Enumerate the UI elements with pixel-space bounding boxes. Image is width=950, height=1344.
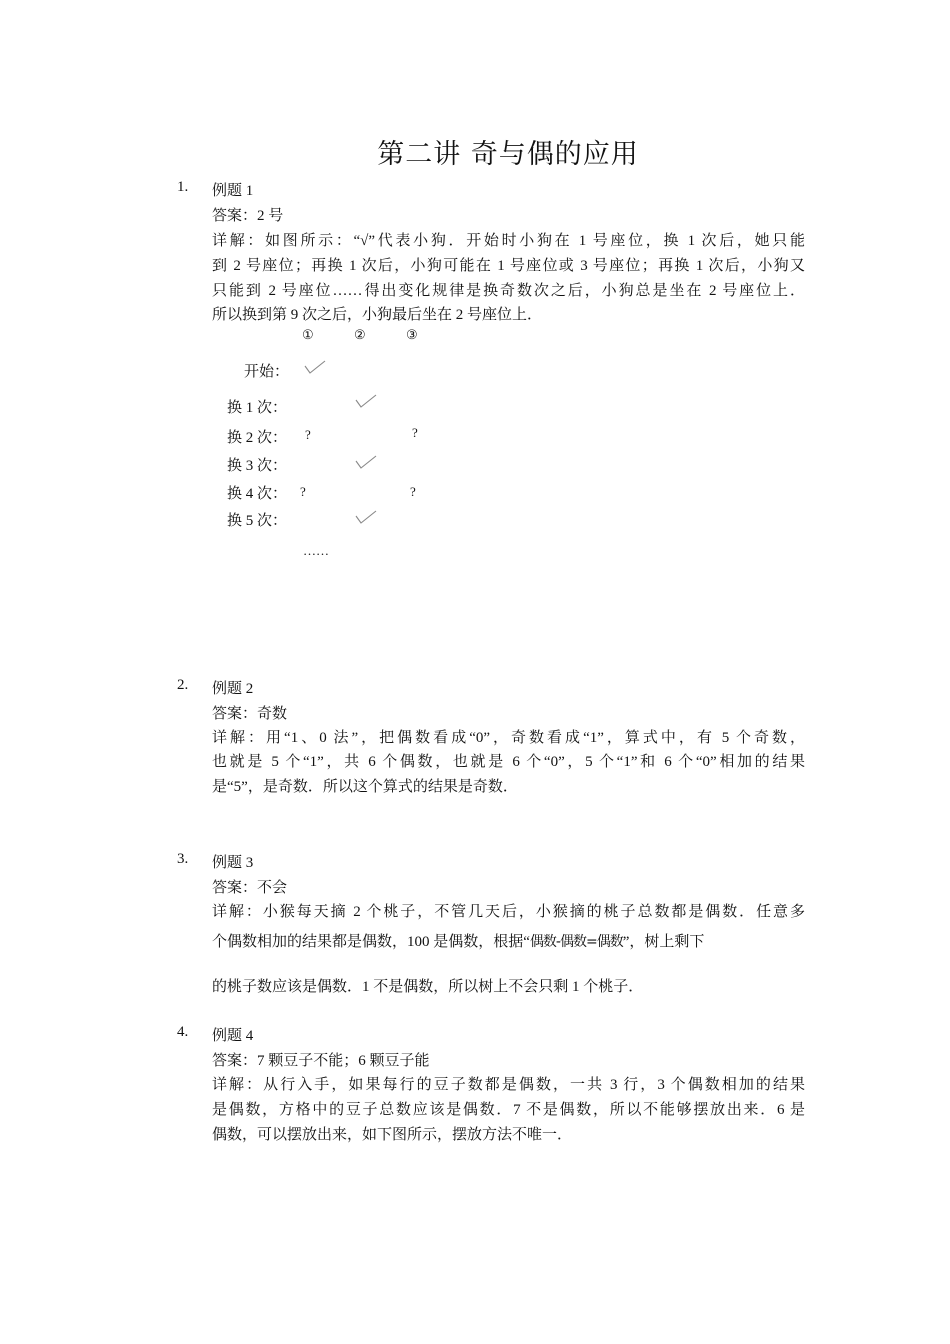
- detail-line: 是偶数，方格中的豆子总数应该是偶数．7 不是偶数，所以不能够摆放出来．6 是: [212, 1102, 805, 1118]
- check-icon: [354, 508, 378, 526]
- check-icon: [354, 453, 378, 471]
- row-label: 开始：: [244, 364, 290, 380]
- row-label: 换 2 次：: [227, 430, 288, 446]
- detail-line: 的桃子数应该是偶数．1 不是偶数，所以树上不会只剩 1 个桃子．: [212, 979, 644, 995]
- detail-text: ”，树上剩下: [622, 934, 705, 950]
- item-heading: 例题 4: [212, 1028, 254, 1044]
- item-heading: 例题 1: [212, 183, 254, 199]
- detail-text: 个偶数相加的结果都是偶数，100 是偶数，根据“: [212, 934, 530, 950]
- detail-line: 详解：如图所示：“√”代表小狗．开始时小狗在 1 号座位，换 1 次后，她只能: [212, 233, 805, 249]
- item-heading: 例题 2: [212, 681, 254, 697]
- seat-header: ③: [406, 327, 418, 342]
- answer: 答案：不会: [212, 880, 288, 896]
- question-mark: ?: [300, 484, 306, 499]
- item-number: 1.: [177, 179, 189, 195]
- detail-line: 详解：从行入手，如果每行的豆子数都是偶数，一共 3 行，3 个偶数相加的结果: [212, 1077, 805, 1093]
- answer: 答案：2 号: [212, 208, 284, 224]
- detail-line-with-formula: [212, 930, 704, 951]
- row-label: 换 4 次：: [227, 486, 288, 502]
- item-number: 2.: [177, 677, 189, 693]
- seat-header: ②: [354, 327, 366, 342]
- row-label: 换 5 次：: [227, 513, 288, 529]
- detail-line: 详解：小猴每天摘 2 个桃子，不管几天后，小猴摘的桃子总数都是偶数．任意多: [212, 904, 805, 920]
- detail-line: 偶数，可以摆放出来，如下图所示，摆放方法不唯一．: [212, 1127, 573, 1143]
- ellipsis: ……: [303, 543, 329, 558]
- question-mark: ?: [305, 427, 311, 442]
- item-number: 3.: [177, 851, 189, 867]
- detail-line: 详解：用“1、0 法”，把偶数看成“0”，奇数看成“1”，算式中，有 5 个奇数，: [212, 730, 805, 746]
- row-label: 换 3 次：: [227, 458, 288, 474]
- question-mark: ?: [412, 425, 418, 440]
- page-title: 第二讲 奇与偶的应用: [377, 139, 639, 170]
- check-icon: [354, 392, 378, 410]
- item-number: 4.: [177, 1024, 189, 1040]
- detail-line: 只能到 2 号座位……得出变化规律是换奇数次之后，小狗总是坐在 2 号座位上．: [212, 283, 805, 299]
- detail-line: 所以换到第 9 次之后，小狗最后坐在 2 号座位上．: [212, 307, 543, 323]
- answer: 答案：奇数: [212, 706, 288, 722]
- item-heading: 例题 3: [212, 855, 254, 871]
- check-icon: [303, 358, 327, 376]
- formula-image: 偶数-偶数=偶数: [529, 934, 623, 950]
- detail-line: 也就是 5 个“1”，共 6 个偶数，也就是 6 个“0”，5 个“1”和 6 个“0”相加的结果: [212, 754, 805, 770]
- seat-header: ①: [302, 327, 314, 342]
- question-mark: ?: [410, 484, 416, 499]
- detail-line: 到 2 号座位；再换 1 次后，小狗可能在 1 号座位或 3 号座位；再换 1 次后，小狗又: [212, 258, 805, 274]
- detail-line: 是“5”，是奇数．所以这个算式的结果是奇数．: [212, 779, 518, 795]
- row-label: 换 1 次：: [227, 400, 288, 416]
- answer: 答案：7 颗豆子不能；6 颗豆子能: [212, 1053, 430, 1069]
